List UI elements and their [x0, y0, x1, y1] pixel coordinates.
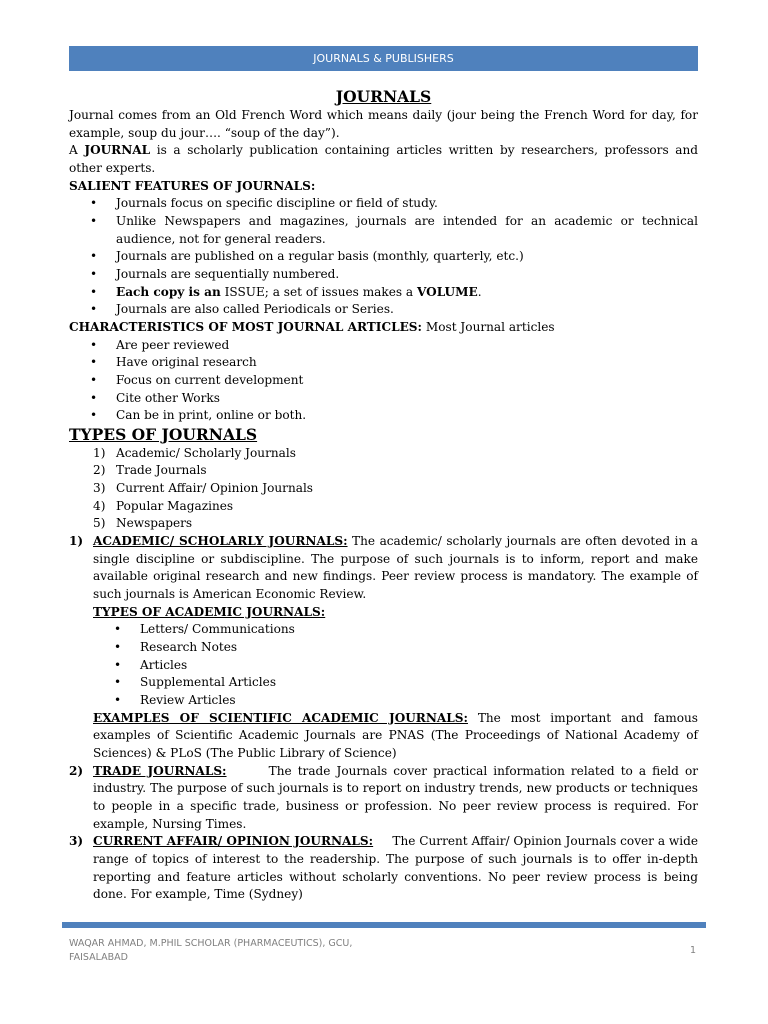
list-item: • Articles: [93, 657, 698, 675]
list-item: • Research Notes: [93, 639, 698, 657]
list-number: 3): [93, 481, 106, 496]
list-item: • Journals are sequentially numbered.: [69, 266, 698, 284]
current-text: The Current Affair/ Opinion Journals cover a wide range of topics of interest to the readership. The purpose of such journals is to offer in-depth reporting and feature articles without scholarly conventions. No peer review process is being done. For example, Time (Sydney): [93, 834, 698, 902]
trade-section: [69, 763, 698, 834]
list-item: • Letters/ Communications: [93, 621, 698, 639]
page-title: JOURNALS: [335, 87, 432, 106]
intro-paragraph-2: [69, 142, 698, 177]
academic-types-list: [93, 621, 698, 709]
current-paragraph: [93, 833, 698, 904]
section-number: 1): [69, 534, 84, 549]
list-item: [69, 445, 698, 463]
academic-section: [69, 533, 698, 763]
characteristics-heading: CHARACTERISTICS OF MOST JOURNAL ARTICLES:: [69, 319, 423, 334]
list-item: • Cite other Works: [69, 390, 698, 408]
footer-rule: [62, 922, 706, 928]
list-item: • Focus on current development: [69, 372, 698, 390]
section-number: 3): [69, 834, 84, 849]
list-item: • Review Articles: [93, 692, 698, 710]
trade-text: The trade Journals cover practical information related to a field or industry. The purpose of such journals is to report on industry trends, new products or techniques to people in a specific trade, business or profession. No peer review process is required. For example, Nursing Times.: [93, 763, 699, 831]
academic-types-heading: TYPES OF ACADEMIC JOURNALS:: [93, 604, 326, 619]
trade-heading: TRADE JOURNALS:: [93, 763, 227, 778]
list-item: [69, 284, 698, 302]
types-list: [69, 445, 698, 533]
footer-author: WAQAR AHMAD, M.PHIL SCHOLAR (PHARMACEUTICS), GCU, FAISALABAD: [69, 938, 353, 963]
list-number: 1): [93, 445, 106, 460]
header-bar: [69, 46, 698, 71]
examples-text: The most important and famous examples of Scientific Academic Journals are PNAS (The Proceedings of National Academy of Sciences) & PLoS (The Public Library of Science): [93, 710, 698, 760]
characteristics-list: [69, 337, 698, 425]
list-item: • Unlike Newspapers and magazines, journals are intended for an academic or technical audience, not for general readers.: [69, 213, 698, 248]
list-label: Trade Journals: [116, 463, 207, 478]
journal-term: JOURNAL: [84, 143, 151, 158]
examples-heading: EXAMPLES OF SCIENTIFIC ACADEMIC JOURNALS:: [93, 710, 468, 725]
list-item: [69, 462, 698, 480]
current-section: [69, 833, 698, 904]
list-label: Popular Magazines: [116, 498, 234, 513]
volume-term: VOLUME: [416, 284, 478, 299]
intro-paragraph-1: Journal comes from an Old French Word which means daily (jour being the French Word for day, for example, soup du jour…. “soup of the day”).: [69, 108, 698, 140]
academic-paragraph: [93, 533, 698, 604]
issue-text-a: Each copy is an: [116, 284, 221, 299]
page-number: 1: [690, 945, 697, 956]
salient-heading: SALIENT FEATURES OF JOURNALS:: [69, 178, 316, 193]
section-number: 2): [69, 763, 84, 778]
issue-text-b: ISSUE; a set of issues makes a: [220, 284, 417, 299]
intro-text-a: A: [69, 143, 85, 158]
current-heading: CURRENT AFFAIR/ OPINION JOURNALS:: [93, 834, 374, 849]
characteristics-heading-tail: Most Journal articles: [422, 319, 555, 334]
list-label: Newspapers: [116, 516, 193, 531]
types-heading: TYPES OF JOURNALS: [69, 424, 258, 444]
list-item: • Are peer reviewed: [69, 337, 698, 355]
list-item: [69, 480, 698, 498]
examples-paragraph: [93, 710, 698, 763]
list-item: • Journals are published on a regular basis (monthly, quarterly, etc.): [69, 248, 698, 266]
list-item: [69, 515, 698, 533]
academic-heading: ACADEMIC/ SCHOLARLY JOURNALS:: [93, 534, 348, 549]
academic-text: The academic/ scholarly journals are often devoted in a single discipline or subdiscipline. The purpose of such journals is to inform, report and make available original research and new findings. Peer review process is mandatory. The example of such journals is American Economic Review.: [93, 534, 698, 602]
list-number: 5): [93, 516, 106, 531]
document-body: [69, 86, 698, 904]
issue-text-d: .: [477, 284, 482, 299]
list-item: • Journals are also called Periodicals or Series.: [69, 301, 698, 319]
intro-text-b: is a scholarly publication containing articles written by researchers, professors and other experts.: [69, 143, 699, 175]
list-label: Current Affair/ Opinion Journals: [116, 481, 314, 496]
list-item: • Can be in print, online or both.: [69, 407, 698, 425]
list-item: • Journals focus on specific discipline or field of study.: [69, 195, 698, 213]
list-number: 4): [93, 498, 106, 513]
list-item: • Supplemental Articles: [93, 674, 698, 692]
list-label: Academic/ Scholarly Journals: [116, 445, 296, 460]
trade-paragraph: [93, 763, 698, 834]
header-title: JOURNALS & PUBLISHERS: [313, 52, 454, 65]
list-number: 2): [93, 463, 106, 478]
list-item: [69, 498, 698, 516]
characteristics-paragraph: [69, 319, 698, 337]
salient-list: [69, 195, 698, 319]
list-item: • Have original research: [69, 354, 698, 372]
